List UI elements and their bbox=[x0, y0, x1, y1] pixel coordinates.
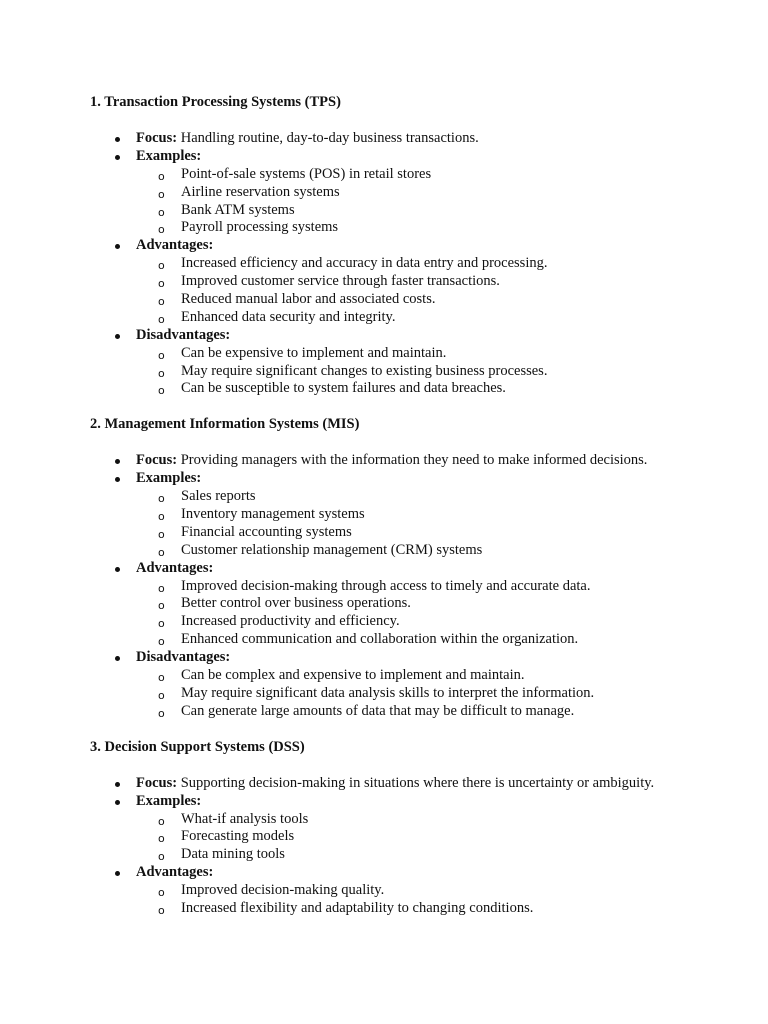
item-text: Improved customer service through faster transactions. bbox=[181, 273, 500, 290]
list-item bbox=[158, 291, 728, 309]
circle-bullet-icon: o bbox=[158, 527, 165, 541]
list-item bbox=[158, 899, 728, 918]
section-mis bbox=[90, 416, 728, 720]
circle-bullet-icon: o bbox=[158, 187, 165, 201]
advantages-label: Advantages: bbox=[136, 237, 214, 254]
list-item bbox=[158, 846, 728, 864]
list-item-focus bbox=[90, 452, 728, 470]
list-item bbox=[158, 541, 728, 560]
bullet-icon bbox=[115, 477, 120, 482]
list-item bbox=[158, 273, 728, 291]
item-text: Increased efficiency and accuracy in data entry and processing. bbox=[181, 255, 548, 272]
item-text: Improved decision-making through access to timely and accurate data. bbox=[181, 577, 591, 594]
advantages-label: Advantages: bbox=[136, 559, 214, 576]
section-heading: 3. Decision Support Systems (DSS) bbox=[90, 738, 305, 755]
list-item bbox=[158, 702, 728, 721]
sub-list bbox=[136, 811, 728, 865]
sub-list bbox=[136, 255, 728, 327]
list-item bbox=[158, 667, 728, 685]
list-item bbox=[158, 506, 728, 524]
list-item bbox=[158, 165, 728, 184]
circle-bullet-icon: o bbox=[158, 312, 165, 326]
sub-list bbox=[136, 882, 728, 918]
list-item-advantages bbox=[90, 864, 728, 918]
circle-bullet-icon: o bbox=[158, 814, 165, 828]
sub-list bbox=[136, 166, 728, 238]
item-text: Increased productivity and efficiency. bbox=[181, 613, 400, 630]
list-item-focus bbox=[90, 130, 728, 148]
bullet-icon bbox=[115, 800, 120, 805]
list-item-advantages bbox=[90, 560, 728, 649]
examples-label: Examples: bbox=[136, 792, 202, 809]
sub-list bbox=[136, 488, 728, 560]
item-text: Can be susceptible to system failures and data breaches. bbox=[181, 380, 506, 397]
section-dss bbox=[90, 739, 728, 918]
item-text: Increased flexibility and adaptability to changing conditions. bbox=[181, 899, 534, 916]
bullet-icon bbox=[115, 782, 120, 787]
list-item bbox=[158, 631, 728, 649]
list-item-advantages bbox=[90, 237, 728, 326]
list-item bbox=[158, 684, 728, 703]
item-text: Airline reservation systems bbox=[181, 183, 340, 200]
focus-text: Supporting decision-making in situations where there is uncertainty or ambiguity. bbox=[177, 774, 655, 791]
list-item bbox=[158, 201, 728, 220]
bullet-icon bbox=[115, 244, 120, 249]
circle-bullet-icon: o bbox=[158, 384, 165, 398]
list-item-examples bbox=[90, 148, 728, 237]
focus-label: Focus: bbox=[136, 774, 178, 791]
list-item-examples bbox=[90, 793, 728, 865]
examples-label: Examples: bbox=[136, 147, 202, 164]
item-text: Enhanced communication and collaboration within the organization. bbox=[181, 631, 579, 648]
circle-bullet-icon: o bbox=[158, 886, 165, 900]
item-text: Reduced manual labor and associated costs. bbox=[181, 291, 436, 308]
circle-bullet-icon: o bbox=[158, 348, 165, 362]
disadvantages-label: Disadvantages: bbox=[136, 649, 231, 666]
list-item bbox=[158, 183, 728, 202]
item-text: Can be complex and expensive to implement and maintain. bbox=[181, 667, 525, 684]
list-item bbox=[158, 810, 728, 829]
circle-bullet-icon: o bbox=[158, 706, 165, 720]
disadvantages-label: Disadvantages: bbox=[136, 326, 231, 343]
item-text: Better control over business operations. bbox=[181, 595, 411, 612]
bullet-icon bbox=[115, 137, 120, 142]
circle-bullet-icon: o bbox=[158, 277, 165, 291]
circle-bullet-icon: o bbox=[158, 492, 165, 506]
list-item-disadvantages bbox=[90, 327, 728, 399]
circle-bullet-icon: o bbox=[158, 223, 165, 237]
advantages-label: Advantages: bbox=[136, 864, 214, 881]
bullet-icon bbox=[115, 567, 120, 572]
list-item bbox=[158, 577, 728, 596]
list-item bbox=[158, 362, 728, 381]
list-item bbox=[158, 613, 728, 631]
item-text: Improved decision-making quality. bbox=[181, 882, 385, 899]
sub-list bbox=[136, 345, 728, 399]
bullet-list bbox=[90, 775, 728, 918]
circle-bullet-icon: o bbox=[158, 581, 165, 595]
item-text: Payroll processing systems bbox=[181, 219, 339, 236]
item-text: Financial accounting systems bbox=[181, 523, 352, 540]
item-text: May require significant changes to existing business processes. bbox=[181, 362, 548, 379]
item-text: May require significant data analysis skills to interpret the information. bbox=[181, 684, 595, 701]
section-heading: 2. Management Information Systems (MIS) bbox=[90, 416, 360, 433]
examples-label: Examples: bbox=[136, 470, 202, 487]
focus-label: Focus: bbox=[136, 130, 178, 146]
item-text: Bank ATM systems bbox=[181, 201, 295, 218]
list-item bbox=[158, 380, 728, 398]
list-item bbox=[158, 882, 728, 900]
bullet-icon bbox=[115, 334, 120, 339]
circle-bullet-icon: o bbox=[158, 545, 165, 559]
bullet-icon bbox=[115, 656, 120, 661]
list-item-disadvantages bbox=[90, 649, 728, 721]
item-text: Sales reports bbox=[181, 488, 256, 505]
list-item bbox=[158, 488, 728, 506]
list-item bbox=[158, 595, 728, 613]
item-text: Can generate large amounts of data that may be difficult to manage. bbox=[181, 702, 575, 719]
circle-bullet-icon: o bbox=[158, 617, 165, 631]
circle-bullet-icon: o bbox=[158, 688, 165, 702]
item-text: Enhanced data security and integrity. bbox=[181, 308, 396, 325]
list-item bbox=[158, 308, 728, 327]
item-text: Point-of-sale systems (POS) in retail stores bbox=[181, 165, 432, 182]
circle-bullet-icon: o bbox=[158, 205, 165, 219]
circle-bullet-icon: o bbox=[158, 671, 165, 685]
list-item bbox=[158, 523, 728, 542]
bullet-list bbox=[90, 452, 728, 720]
circle-bullet-icon: o bbox=[158, 295, 165, 309]
circle-bullet-icon: o bbox=[158, 832, 165, 846]
focus-label: Focus: bbox=[136, 452, 178, 469]
circle-bullet-icon: o bbox=[158, 635, 165, 649]
sub-list bbox=[136, 667, 728, 721]
circle-bullet-icon: o bbox=[158, 599, 165, 613]
item-text: Data mining tools bbox=[181, 846, 285, 863]
circle-bullet-icon: o bbox=[158, 510, 165, 524]
list-item bbox=[158, 828, 728, 846]
circle-bullet-icon: o bbox=[158, 850, 165, 864]
list-item bbox=[158, 344, 728, 363]
circle-bullet-icon: o bbox=[158, 366, 165, 380]
list-item bbox=[158, 219, 728, 237]
list-item bbox=[158, 255, 728, 273]
bullet-icon bbox=[115, 459, 120, 464]
list-item-examples bbox=[90, 470, 728, 559]
focus-text: Providing managers with the information they need to make informed decisions. bbox=[177, 452, 648, 469]
circle-bullet-icon: o bbox=[158, 903, 165, 917]
circle-bullet-icon: o bbox=[158, 259, 165, 273]
circle-bullet-icon: o bbox=[158, 169, 165, 183]
section-heading: 1. Transaction Processing Systems (TPS) bbox=[90, 94, 341, 110]
section-tps bbox=[90, 94, 728, 398]
bullet-icon bbox=[115, 871, 120, 876]
item-text: Customer relationship management (CRM) systems bbox=[181, 541, 483, 558]
bullet-list bbox=[90, 130, 728, 398]
focus-text: Handling routine, day-to-day business transactions. bbox=[177, 130, 479, 146]
item-text: Forecasting models bbox=[181, 828, 295, 845]
item-text: Can be expensive to implement and maintain. bbox=[181, 344, 447, 361]
list-item-focus bbox=[90, 775, 728, 793]
item-text: What-if analysis tools bbox=[181, 810, 309, 827]
bullet-icon bbox=[115, 155, 120, 160]
sub-list bbox=[136, 578, 728, 650]
item-text: Inventory management systems bbox=[181, 506, 365, 523]
